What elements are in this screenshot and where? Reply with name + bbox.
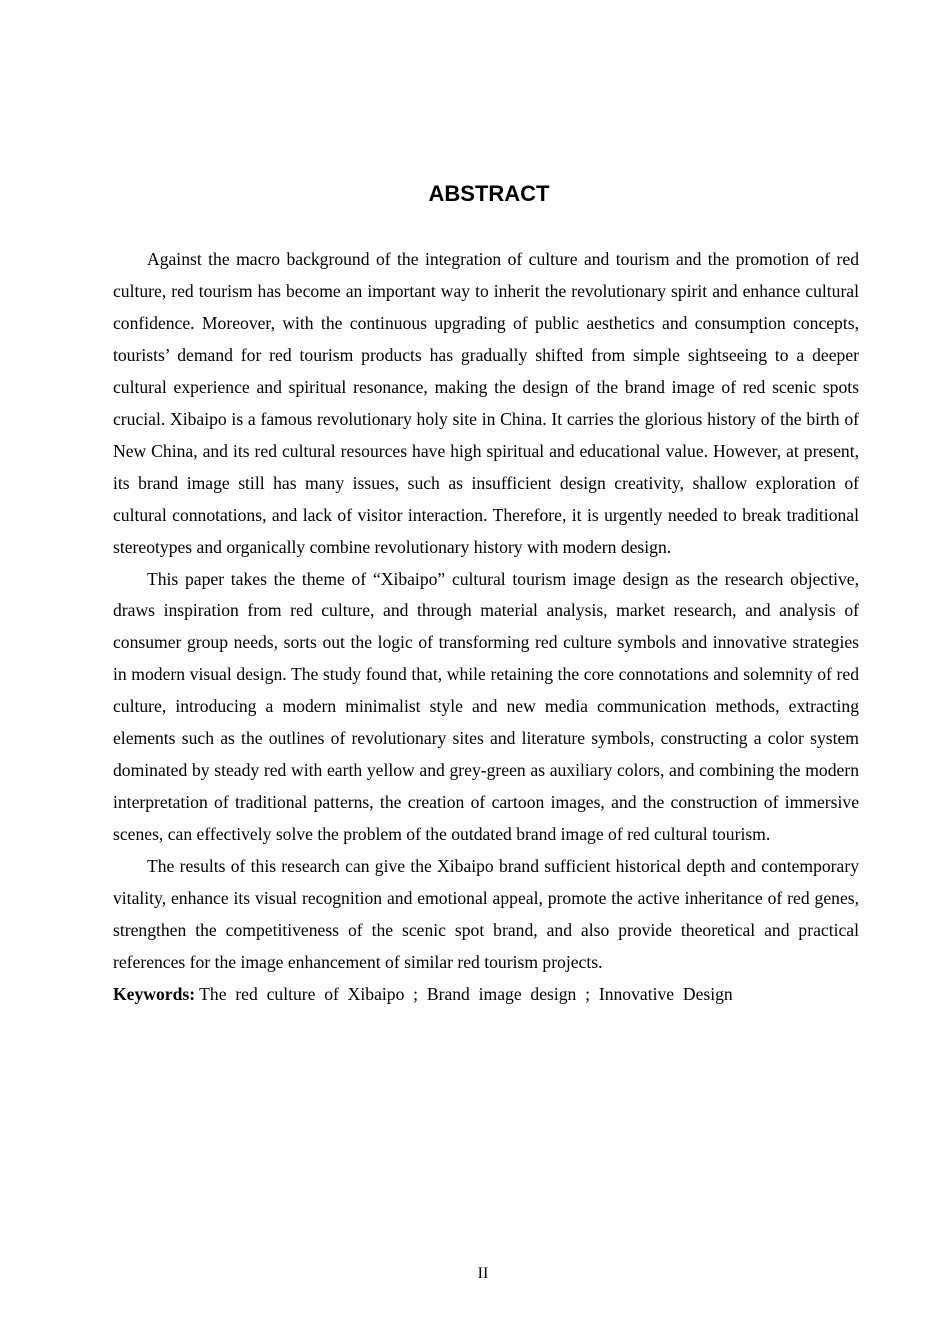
abstract-paragraph-1: Against the macro background of the integration of culture and tourism and the promotion of red culture, red tourism has become an important way to inherit the revolutionary spirit and enhance cultural confidence. Moreover, with the continuous upgrading of public aesthetics and consumption concepts, tourists’ demand for red tourism products has gradually shifted from simple sightseeing to a deeper cultural experience and spiritual resonance, making the design of the brand image of red scenic spots crucial. Xibaipo is a famous revolutionary holy site in China. It carries the glorious history of the birth of New China, and its red cultural resources have high spiritual and educational value. However, at present, its brand image still has many issues, such as insufficient design creativity, shallow exploration of cultural connotations, and lack of visitor interaction. Therefore, it is urgently needed to break traditional stereotypes and organically combine revolutionary history with modern design. (113, 249, 859, 557)
keywords-label: Keywords: (113, 983, 196, 1004)
page-number: II (477, 1265, 489, 1282)
keywords-text: The red culture of Xibaipo ; Brand image design ; Innovative Design (195, 983, 733, 1004)
abstract-body (113, 244, 859, 1011)
abstract-title: ABSTRACT (428, 181, 550, 206)
abstract-paragraph-2: This paper takes the theme of “Xibaipo” cultural tourism image design as the research objective, draws inspiration from red culture, and through material analysis, market research, and analysis of consumer group needs, sorts out the logic of transforming red culture symbols and innovative strategies in modern visual design. The study found that, while retaining the core connotations and solemnity of red culture, introducing a modern minimalist style and new media communication methods, extracting elements such as the outlines of revolutionary sites and literature symbols, constructing a color system dominated by steady red with earth yellow and grey-green as auxiliary colors, and combining the modern interpretation of traditional patterns, the creation of cartoon images, and the construction of immersive scenes, can effectively solve the problem of the outdated brand image of red cultural tourism. (113, 568, 859, 845)
keywords-line (113, 979, 859, 1011)
abstract-paragraph-3: The results of this research can give the Xibaipo brand sufficient historical depth and contemporary vitality, enhance its visual recognition and emotional appeal, promote the active inheritance of red genes, strengthen the competitiveness of the scenic spot brand, and also provide theoretical and practical references for the image enhancement of similar red tourism projects. (113, 856, 859, 972)
